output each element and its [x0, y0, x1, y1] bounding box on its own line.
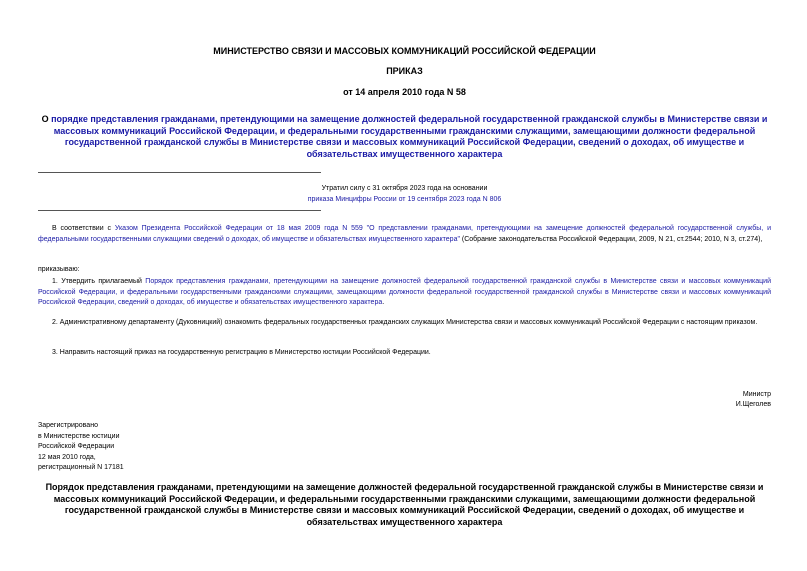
registration-line-5: регистрационный N 17181 [38, 464, 124, 471]
registration-line-3: Российской Федерации [38, 443, 115, 450]
status-repeal-link[interactable]: приказа Минцифры России от 19 сентября 2023 года N 806 [307, 196, 502, 203]
ministry-heading: МИНИСТЕРСТВО СВЯЗИ И МАССОВЫХ КОММУНИКАЦИЙ РОССИЙСКОЙ ФЕДЕРАЦИИ [213, 46, 596, 56]
preamble-text-before: В соответствии с [52, 225, 115, 232]
item-1-text-after: . [382, 299, 385, 306]
item-3-text: 3. Направить настоящий приказ на государственную регистрацию в Министерство юстиции Российской Федерации. [52, 349, 431, 356]
order-word: приказываю: [38, 266, 80, 273]
registration-line-1: Зарегистрировано [38, 422, 98, 429]
doc-type-heading: ПРИКАЗ [386, 66, 423, 76]
registration-line-2: в Министерстве юстиции [38, 432, 120, 440]
item-1 [38, 277, 771, 309]
bottom-divider [38, 210, 321, 211]
registration-line-4: 12 мая 2010 года, [38, 453, 96, 461]
item-3 [38, 348, 771, 359]
top-divider [38, 172, 321, 173]
signature-position: Министр [742, 391, 771, 398]
item-1-text-before: 1. Утвердить прилагаемый [52, 278, 146, 285]
document-title [38, 114, 771, 160]
title-link[interactable]: порядке представления гражданами, претендующими на замещение должностей федеральной государственной гражданской службы в Министерстве связи и массовых коммуникаций Российской Федерации, и федеральными государственными гражданскими служащими, замещающими должности федеральной государственной гражданской службы в Министерстве связи и массовых коммуникаций Российской Федерации, сведений о доходах, об имуществе и обязательствах имущественного характера [51, 114, 768, 159]
item-2-text: 2. Административному департаменту (Дуковницкий) ознакомить федеральных государственных гражданских служащих Министерства связи и массовых коммуникаций Российской Федерации с настоящим приказом. [52, 319, 758, 326]
preamble-decree-link[interactable]: Указом Президента Российской Федерации от 18 мая 2009 года N 559 "О представлении гражданами, претендующими на замещение должностей федеральной государственной службы, и федеральными государственными служащими сведений о доходах, об имуществе и обязательствах имущественного характера" [38, 225, 771, 243]
status-line: Утратил силу с 31 октября 2023 года на основании [321, 185, 488, 192]
date-number-heading: от 14 апреля 2010 года N 58 [343, 87, 466, 97]
item-2 [38, 318, 771, 329]
signature-name: И.Щеголев [735, 401, 771, 408]
item-1-procedure-link[interactable]: Порядок представления гражданами, претендующими на замещение должностей федеральной государственной гражданской службы в Министерстве связи и массовых коммуникаций Российской Федерации, и федеральными государственными гражданскими служащими, замещающими должности федеральной государственной гражданской службы в Министерстве связи и массовых коммуникаций Российской Федерации, сведений о доходах, об имуществе и обязательствах имущественного характера [38, 278, 771, 306]
preamble-text-after: (Собрание законодательства Российской Федерации, 2009, N 21, ст.2544; 2010, N 3, ст.274), [459, 235, 763, 243]
registration-block [38, 421, 338, 474]
appendix-title: Порядок представления гражданами, претендующими на замещение должностей федеральной государственной гражданской службы в Министерстве связи и массовых коммуникаций Российской Федерации, и федеральными государственными гражданскими служащими, замещающими должности федеральной государственной гражданской службы в Министерстве связи и массовых коммуникаций Российской Федерации, сведений о доходах, об имуществе и обязательствах имущественного характера [45, 482, 764, 527]
title-prefix: О [41, 114, 52, 124]
preamble [38, 224, 771, 245]
